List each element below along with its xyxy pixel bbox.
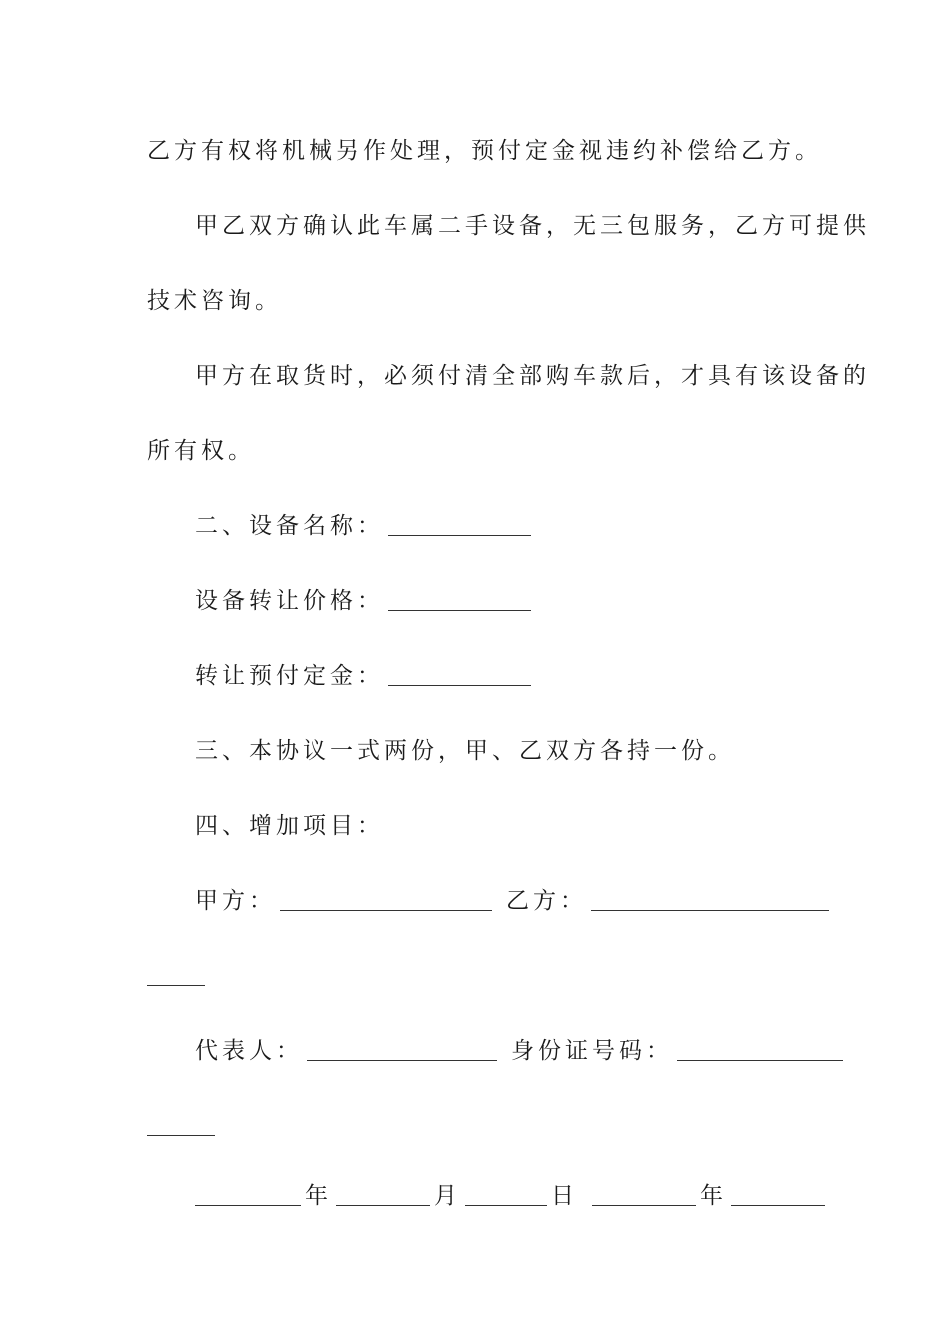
equipment-name-row bbox=[195, 511, 950, 541]
representative-label: 代表人： bbox=[195, 1038, 303, 1064]
equipment-name-label: 二、设备名称： bbox=[195, 513, 384, 539]
date-row bbox=[195, 1181, 950, 1211]
year-label: 年 bbox=[305, 1183, 332, 1209]
equipment-name-field[interactable] bbox=[388, 513, 531, 536]
representative-field[interactable] bbox=[307, 1038, 497, 1061]
month-field-a[interactable] bbox=[336, 1183, 430, 1206]
year-field-a[interactable] bbox=[195, 1183, 301, 1206]
deposit-field[interactable] bbox=[388, 663, 531, 686]
party-b-field-cont[interactable] bbox=[147, 963, 205, 986]
month-field-b[interactable] bbox=[731, 1183, 825, 1206]
paragraph-line: 所有权。 bbox=[147, 438, 255, 464]
transfer-price-field[interactable] bbox=[388, 588, 531, 611]
transfer-price-label: 设备转让价格： bbox=[195, 588, 384, 614]
id-number-field-cont-row bbox=[147, 1111, 950, 1141]
paragraph-line: 甲方在取货时，必须付清全部购车款后，才具有该设备的 bbox=[195, 363, 870, 389]
party-a-label: 甲方： bbox=[195, 888, 276, 914]
id-number-field-cont[interactable] bbox=[147, 1113, 215, 1136]
party-b-label: 乙方： bbox=[506, 888, 587, 914]
day-label: 日 bbox=[551, 1183, 578, 1209]
paragraph-line: 甲乙双方确认此车属二手设备，无三包服务，乙方可提供 bbox=[195, 213, 870, 239]
party-row bbox=[195, 886, 950, 916]
year-label: 年 bbox=[700, 1183, 727, 1209]
id-number-label: 身份证号码： bbox=[511, 1038, 673, 1064]
paragraph-line: 乙方有权将机械另作处理，预付定金视违约补偿给乙方。 bbox=[147, 138, 822, 164]
party-b-field-cont-row bbox=[147, 961, 950, 991]
paragraph-line: 技术咨询。 bbox=[147, 288, 282, 314]
deposit-label: 转让预付定金： bbox=[195, 663, 384, 689]
clause-four: 四、增加项目： bbox=[195, 813, 384, 839]
party-b-field[interactable] bbox=[591, 888, 829, 911]
day-field-a[interactable] bbox=[465, 1183, 547, 1206]
representative-row bbox=[195, 1036, 950, 1066]
month-label: 月 bbox=[434, 1183, 461, 1209]
party-a-field[interactable] bbox=[280, 888, 492, 911]
clause-three: 三、本协议一式两份，甲、乙双方各持一份。 bbox=[195, 738, 735, 764]
year-field-b[interactable] bbox=[592, 1183, 696, 1206]
transfer-price-row bbox=[195, 586, 950, 616]
deposit-row bbox=[195, 661, 950, 691]
id-number-field[interactable] bbox=[677, 1038, 843, 1061]
